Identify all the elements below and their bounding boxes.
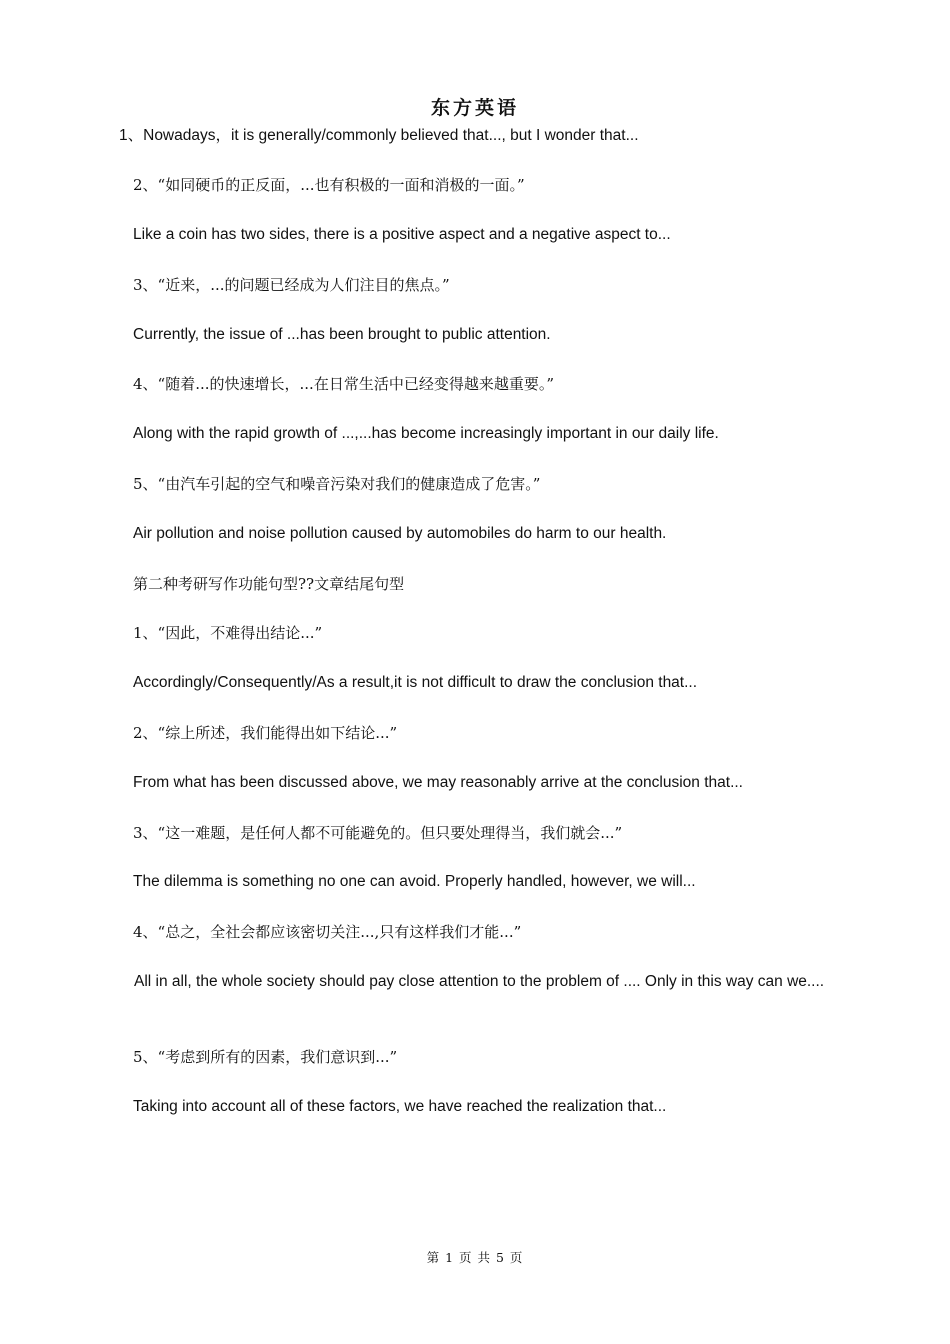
- intro-sentence: 1、Nowadays，it is generally/commonly believed that..., but I wonder that...: [119, 127, 639, 144]
- item-5-english: Air pollution and noise pollution caused by automobiles do harm to our health.: [133, 525, 667, 542]
- closing-item-5-chinese: 5、“考虑到所有的因素，我们意识到...”: [133, 1048, 398, 1066]
- item-3-chinese: 3、“近来，...的问题已经成为人们注目的焦点。”: [133, 276, 450, 294]
- closing-item-5-english: Taking into account all of these factors, we have reached the realization that...: [133, 1098, 667, 1115]
- item-5-chinese: 5、“由汽车引起的空气和噪音污染对我们的健康造成了危害。”: [133, 475, 541, 493]
- closing-item-4-english: All in all, the whole society should pay close attention to the problem of .... Only in this way can we....: [134, 973, 825, 990]
- closing-item-1-chinese: 1、“因此，不难得出结论...”: [133, 624, 323, 642]
- item-2-chinese: 2、“如同硬币的正反面，...也有积极的一面和消极的一面。”: [133, 176, 525, 194]
- closing-item-4-chinese: 4、“总之，全社会都应该密切关注...,只有这样我们才能...”: [133, 923, 522, 941]
- item-2-english: Like a coin has two sides, there is a positive aspect and a negative aspect to...: [133, 226, 671, 243]
- section-heading: 第二种考研写作功能句型??文章结尾句型: [133, 575, 405, 593]
- closing-item-1-english: Accordingly/Consequently/As a result,it is not difficult to draw the conclusion that...: [133, 674, 698, 691]
- closing-item-3-chinese: 3、“这一难题，是任何人都不可能避免的。但只要处理得当，我们就会...”: [133, 824, 623, 842]
- item-4-english: Along with the rapid growth of ...,...has become increasingly important in our daily life.: [133, 425, 719, 442]
- closing-item-2-chinese: 2、“综上所述，我们能得出如下结论...”: [133, 724, 398, 742]
- item-4-chinese: 4、“随着...的快速增长，...在日常生活中已经变得越来越重要。”: [133, 375, 554, 393]
- document-title: 东方英语: [430, 97, 519, 119]
- closing-item-3-english: The dilemma is something no one can avoid. Properly handled, however, we will...: [133, 873, 696, 890]
- item-3-english: Currently, the issue of ...has been brought to public attention.: [133, 326, 551, 343]
- page-footer: 第 1 页 共 5 页: [426, 1250, 524, 1265]
- closing-item-2-english: From what has been discussed above, we may reasonably arrive at the conclusion that...: [133, 774, 743, 791]
